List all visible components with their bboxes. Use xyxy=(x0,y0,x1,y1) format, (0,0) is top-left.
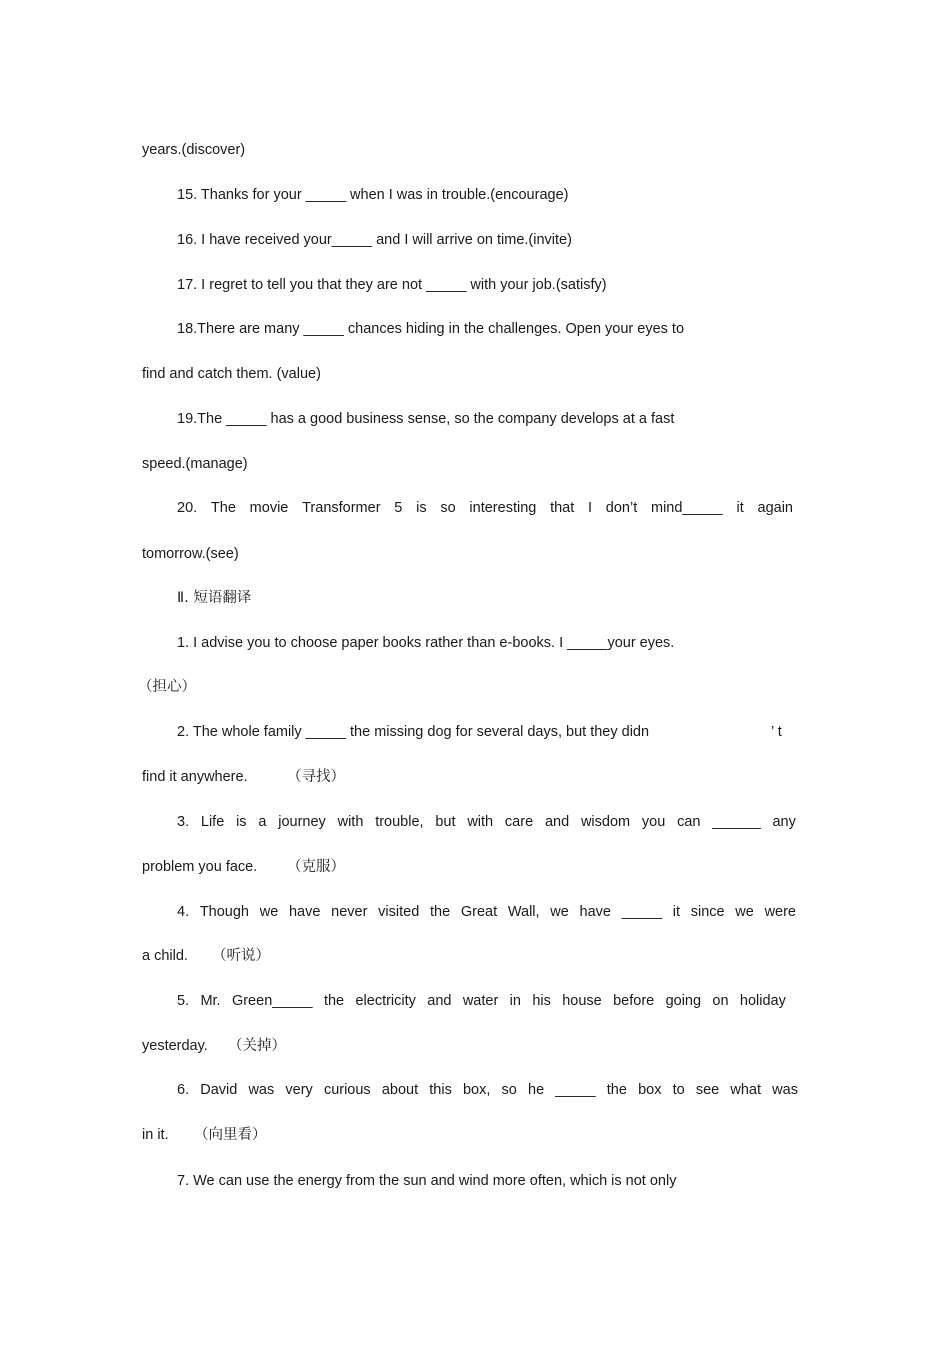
word: mind_____ xyxy=(651,500,723,516)
word: is xyxy=(236,814,247,830)
word: going xyxy=(665,993,702,1009)
word: 6. xyxy=(177,1082,190,1098)
word: to xyxy=(672,1082,685,1098)
word: it xyxy=(736,500,744,516)
word: the xyxy=(606,1082,627,1098)
word: that xyxy=(550,500,575,516)
word: David xyxy=(200,1082,238,1098)
phrase-3-hint: （克服） xyxy=(287,859,345,875)
word: was xyxy=(248,1082,275,1098)
word: Transformer xyxy=(302,500,381,516)
word: the xyxy=(429,904,451,920)
word: have xyxy=(288,904,321,920)
phrase-6-hint: （向里看） xyxy=(194,1127,267,1143)
word: in xyxy=(509,993,521,1009)
word: a xyxy=(258,814,267,830)
word: 3. xyxy=(177,814,190,830)
word: house xyxy=(562,993,602,1009)
word: I xyxy=(588,500,593,516)
phrase-6 xyxy=(177,1081,798,1099)
phrase-1-hint: （担心） xyxy=(138,679,196,695)
phrase-2-tail: ’ t xyxy=(771,724,782,740)
word: before xyxy=(613,993,655,1009)
phrase-2-continuation: find it anywhere. xyxy=(142,769,248,785)
word: visited xyxy=(378,904,420,920)
word: wisdom xyxy=(580,814,631,830)
word: since xyxy=(690,904,725,920)
word: but xyxy=(435,814,456,830)
question-20-continuation: tomorrow.(see) xyxy=(142,546,239,562)
phrase-4-hint: （听说） xyxy=(212,948,270,964)
word: 4. xyxy=(177,904,190,920)
word: curious xyxy=(323,1082,371,1098)
word: Great xyxy=(460,904,498,920)
word: 5. xyxy=(177,993,190,1009)
word: never xyxy=(331,904,368,920)
phrase-5-continuation: yesterday. xyxy=(142,1038,208,1054)
word: it xyxy=(672,904,680,920)
word: on xyxy=(712,993,729,1009)
phrase-6-continuation: in it. xyxy=(142,1127,169,1143)
word: was xyxy=(772,1082,798,1098)
phrase-3 xyxy=(177,813,796,831)
word: we xyxy=(550,904,569,920)
word: and xyxy=(544,814,570,830)
word: 5 xyxy=(394,500,403,516)
word: very xyxy=(285,1082,313,1098)
word: this xyxy=(429,1082,452,1098)
word: can xyxy=(677,814,701,830)
phrase-3-continuation: problem you face. xyxy=(142,859,258,875)
word: Though xyxy=(199,904,249,920)
word: is xyxy=(416,500,427,516)
question-18: 18.There are many _____ chances hiding in the challenges. Open your eyes to xyxy=(177,321,685,337)
word: the xyxy=(323,993,345,1009)
phrase-4 xyxy=(177,903,796,921)
question-19-continuation: speed.(manage) xyxy=(142,456,248,472)
phrase-5 xyxy=(177,992,786,1010)
question-20 xyxy=(177,499,793,517)
word: care xyxy=(504,814,534,830)
phrase-1: 1. I advise you to choose paper books rather than e-books. I _____your eyes. xyxy=(177,635,675,651)
question-16: 16. I have received your_____ and I will arrive on time.(invite) xyxy=(177,232,572,248)
word: trouble, xyxy=(375,814,424,830)
word: interesting xyxy=(469,500,537,516)
word: electricity xyxy=(355,993,416,1009)
word: Wall, xyxy=(507,904,540,920)
word: _____ xyxy=(621,904,663,920)
word: Mr. xyxy=(200,993,221,1009)
phrase-2: 2. The whole family _____ the missing dog for several days, but they didn xyxy=(177,724,650,740)
word: we xyxy=(735,904,754,920)
word: Green_____ xyxy=(231,993,313,1009)
word: he xyxy=(528,1082,545,1098)
q14-continuation: years.(discover) xyxy=(142,142,246,158)
word: don’t xyxy=(605,500,638,516)
word: about xyxy=(381,1082,419,1098)
question-15: 15. Thanks for your _____ when I was in trouble.(encourage) xyxy=(177,187,569,203)
word: any xyxy=(772,814,796,830)
phrase-5-hint: （关掉） xyxy=(228,1038,286,1054)
word: with xyxy=(337,814,364,830)
phrase-7: 7. We can use the energy from the sun and wind more often, which is not only xyxy=(177,1173,677,1189)
phrase-2-hint: （寻找） xyxy=(287,769,345,785)
question-18-continuation: find and catch them. (value) xyxy=(142,366,321,382)
word: movie xyxy=(249,500,289,516)
word: water xyxy=(462,993,499,1009)
word: again xyxy=(757,500,793,516)
word: with xyxy=(467,814,494,830)
word: so xyxy=(501,1082,517,1098)
word: Life xyxy=(200,814,225,830)
word: box, xyxy=(462,1082,491,1098)
word: were xyxy=(764,904,796,920)
word: his xyxy=(532,993,551,1009)
word: journey xyxy=(278,814,326,830)
section-2-heading: Ⅱ. 短语翻译 xyxy=(177,590,252,606)
word: and xyxy=(427,993,452,1009)
word: ______ xyxy=(712,814,761,830)
word: what xyxy=(730,1082,762,1098)
word: so xyxy=(440,500,456,516)
word: have xyxy=(579,904,611,920)
question-17: 17. I regret to tell you that they are not _____ with your job.(satisfy) xyxy=(177,277,607,293)
phrase-4-continuation: a child. xyxy=(142,948,188,964)
question-19: 19.The _____ has a good business sense, so the company develops at a fast xyxy=(177,411,675,427)
word: _____ xyxy=(555,1082,596,1098)
word: you xyxy=(641,814,666,830)
word: 20. xyxy=(177,500,198,516)
word: see xyxy=(695,1082,720,1098)
word: The xyxy=(210,500,236,516)
word: box xyxy=(638,1082,662,1098)
word: holiday xyxy=(739,993,786,1009)
word: we xyxy=(259,904,279,920)
